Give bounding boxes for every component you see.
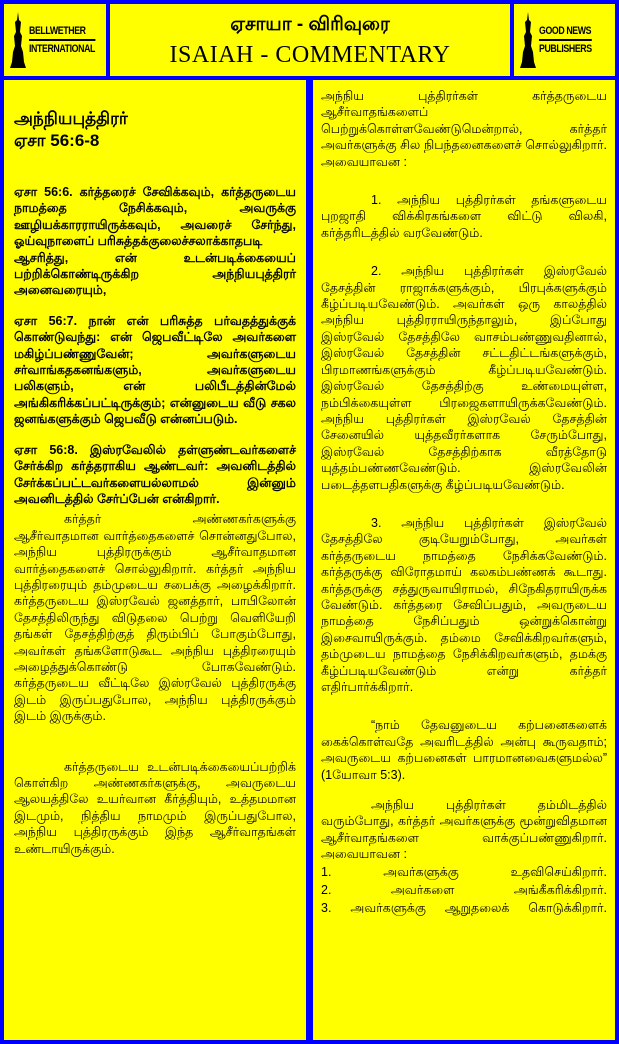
condition-1: 1. அந்நிய புத்திரர்கள் தங்களுடைய புறஜாதி விக்கிரகங்களை விட்டு விலகி, கர்த்தரிடத்தில் வரவேண்டும்.	[321, 193, 607, 240]
verse-56-7: ஏசா 56:7. நான் என் பரிசுத்த பர்வதத்துக்குக் கொண்டுவந்து: என் ஜெபவீட்டிலே அவர்களை மகிழ்ப்பண்ணுவேன்; அவர்களுடைய சர்வாங்கதகனங்களும், அவர்களுடைய பலிகளும், என் பலிபீடத்தின்மேல் அங்கிகரிக்கப்பட்டிருக்கும்; என்னுடைய வீடு சகல ஜனங்களுக்கும் ஜெபவீடு என்னப்படும்.	[14, 313, 296, 427]
scripture-quote: “நாம் தேவனுடைய கற்பனைகளைக் கைக்கொள்வதே அவரிடத்தில் அன்பு கூருவதாம்; அவருடைய கற்பனைகள் பாரமானவைகளுமல்ல” (1யோவா 5:3).	[321, 718, 607, 782]
verse-56-6: ஏசா 56:6. கர்த்தரைச் சேவிக்கவும், கர்த்தருடைய நாமத்தை நேசிக்கவும், அவருக்கு ஊழியக்காரராயிருக்கவும், அவரைச் சேர்ந்து, ஓய்வுநாளைப் பரிசுத்தக்குலைச்சலாக்காதபடி	[14, 185, 296, 249]
blessings-intro: அந்நிய புத்திரர்கள் தம்மிடத்தில் வரும்போது, கர்த்தர் அவர்களுக்கு மூன்றுவிதமான ஆசீர்வாதங்களை வாக்குப்பண்ணுகிறார். அவையாவன :	[321, 798, 607, 862]
left-column	[4, 80, 306, 1040]
logo-line2: PUBLISHERS	[539, 42, 592, 55]
commentary-paragraph: கர்த்தர் அண்ணகர்களுக்கு ஆசீர்வாதமான வார்த்தைகளைச் சொன்னதுபோல, அந்நிய புத்திரருக்கும் ஆசீர்வாதமான வார்த்தைகளைச் சொல்லுகிறார். கர்த்தர் அந்நிய புத்திரரையும் தம்முடைய சபைக்கு அழைக்கிறார். கர்த்தருடைய இஸ்ரவேல் ஜனத்தார், பாபிலோன் தேசத்திலிருந்து விடுதலை பெற்று வெளியேறி தங்கள் தேசத்திற்குத் திரும்பிப் போகும்போது, அவர்கள் தங்களோடுகூட அந்நிய புத்திரரையும் அழைத்துக்கொண்டு போகவேண்டும். கர்த்தருடைய வீட்டிலே இஸ்ரவேல் புத்திரருக்கு இடம் இருப்பதுபோல, அந்நிய புத்திரருக்கும் இடம் இருக்கும்.	[14, 512, 296, 724]
commentary-paragraph: கர்த்தருடைய உடன்படிக்கையைப்பற்றிக் கொள்கிற அண்ணகர்களுக்கு, அவருடைய ஆலயத்திலே உயர்வான கீர்த்தியும், உத்தமமான இடமும், நித்திய நாமமும் இருப்பதுபோல, அந்நிய புத்திரருக்கும் இந்த ஆசீர்வாதங்கள் உண்டாயிருக்கும்.	[14, 759, 296, 856]
title-english: ISAIAH - COMMENTARY	[169, 42, 451, 68]
bellwether-logo-box	[4, 4, 106, 76]
verse-56-6-cont: ஆசரித்து, என் உடன்படிக்கையைப் பற்றிக்கொண்டிருக்கிற அந்நியபுத்திரர் அனைவரையும்,	[14, 250, 296, 298]
blessing-item: 3. அவர்களுக்கு ஆறுதலைக் கொடுக்கிறார்.	[321, 900, 607, 915]
bell-tower-logo-icon	[520, 12, 536, 68]
right-column	[313, 80, 615, 1040]
section-heading	[14, 108, 296, 152]
verse-56-8: ஏசா 56:8. இஸ்ரவேலில் தள்ளுண்டவர்களைச் சேர்க்கிற கர்த்தராகிய ஆண்டவர்: அவனிடத்தில் சேர்க்கப்பட்டவர்களையல்லாமல் இன்னும் அவனிடத்தில் சேர்ப்பேன் என்கிறார்.	[14, 442, 296, 506]
conditions-intro: அந்நிய புத்திரர்கள் கர்த்தருடைய ஆசீர்வாதங்களைப் பெற்றுக்கொள்ளவேண்டுமென்றால், கர்த்தர் அவர்களுக்கு சில நிபந்தனைகளைச் சொல்லுகிறார். அவையாவன :	[321, 89, 607, 169]
logo-line2: INTERNATIONAL	[29, 42, 96, 55]
heading-reference: ஏசா 56:6-8	[14, 131, 100, 150]
condition-2: 2. அந்நிய புத்திரர்கள் இஸ்ரவேல் தேசத்தின் ராஜாக்களுக்கும், பிரபுக்களுக்கும் கீழ்ப்படியவேண்டும். அவர்கள் ஒரு காலத்தில் அந்நிய புத்திரராயிருந்தாலும், இப்போது இஸ்ரவேல் தேசத்திலே வாசம்பண்ணுவதினால், இஸ்ரவேல் தேசத்தின் சட்டதிட்டங்களுக்கும், பிரமாணங்களுக்கும் கீழ்ப்படியவேண்டும். இஸ்ரவேல் தேசத்திற்கு உண்மையுள்ள, நம்பிக்கையுள்ள பிரஜைகளாயிருக்கவேண்டும். அந்நிய புத்திரர்கள் இஸ்ரவேல் தேசத்தின் சேனையில் யுத்தவீரர்களாக சேரும்போது, இஸ்ரவேல் தேசத்திற்காக வீரத்தோடு யுத்தம்பண்ணவேண்டும். இஸ்ரவேலின் படைத்தளபதிகளுக்கு கீழ்ப்படியவேண்டும்.	[321, 264, 607, 492]
logo-line1: GOOD NEWS	[539, 25, 592, 41]
title-tamil: ஏசாயா - விரிவுரை	[230, 14, 390, 35]
bell-tower-logo-icon	[10, 12, 26, 68]
heading-title: அந்நியபுத்திரர்	[14, 109, 128, 128]
good-news-logo-box	[514, 4, 615, 76]
blessing-item: 2. அவர்களை அங்கீகரிக்கிறார்.	[321, 882, 607, 897]
blessing-item: 1. அவர்களுக்கு உதவிசெய்கிறார்.	[321, 864, 607, 879]
title-box	[110, 4, 510, 76]
logo-line1: BELLWETHER	[29, 25, 95, 41]
condition-3: 3. அந்நிய புத்திரர்கள் இஸ்ரவேல் தேசத்திலே குடியேறும்போது, அவர்கள் கர்த்தருடைய நாமத்தை நேசிக்கவேண்டும். கர்த்தருக்கு விரோதமாய் கலகம்பண்ணக் கூடாது. கர்த்தருக்கு சத்துருவாயிராமல், சிநேகிதராயிருக்க வேண்டும். கர்த்தரை சேவிப்பதும், அவருடைய நாமத்தை நேசிப்பதும் ஒன்றுக்கொன்று இசைவாயிருக்கும். தம்மை சேவிக்கிறவர்களும், தம்முடைய நாமத்தை நேசிக்கிறவர்களும், தமக்கு கீழ்ப்படியவேண்டும் என்று கர்த்தர் எதிர்பார்க்கிறார்.	[321, 515, 607, 694]
